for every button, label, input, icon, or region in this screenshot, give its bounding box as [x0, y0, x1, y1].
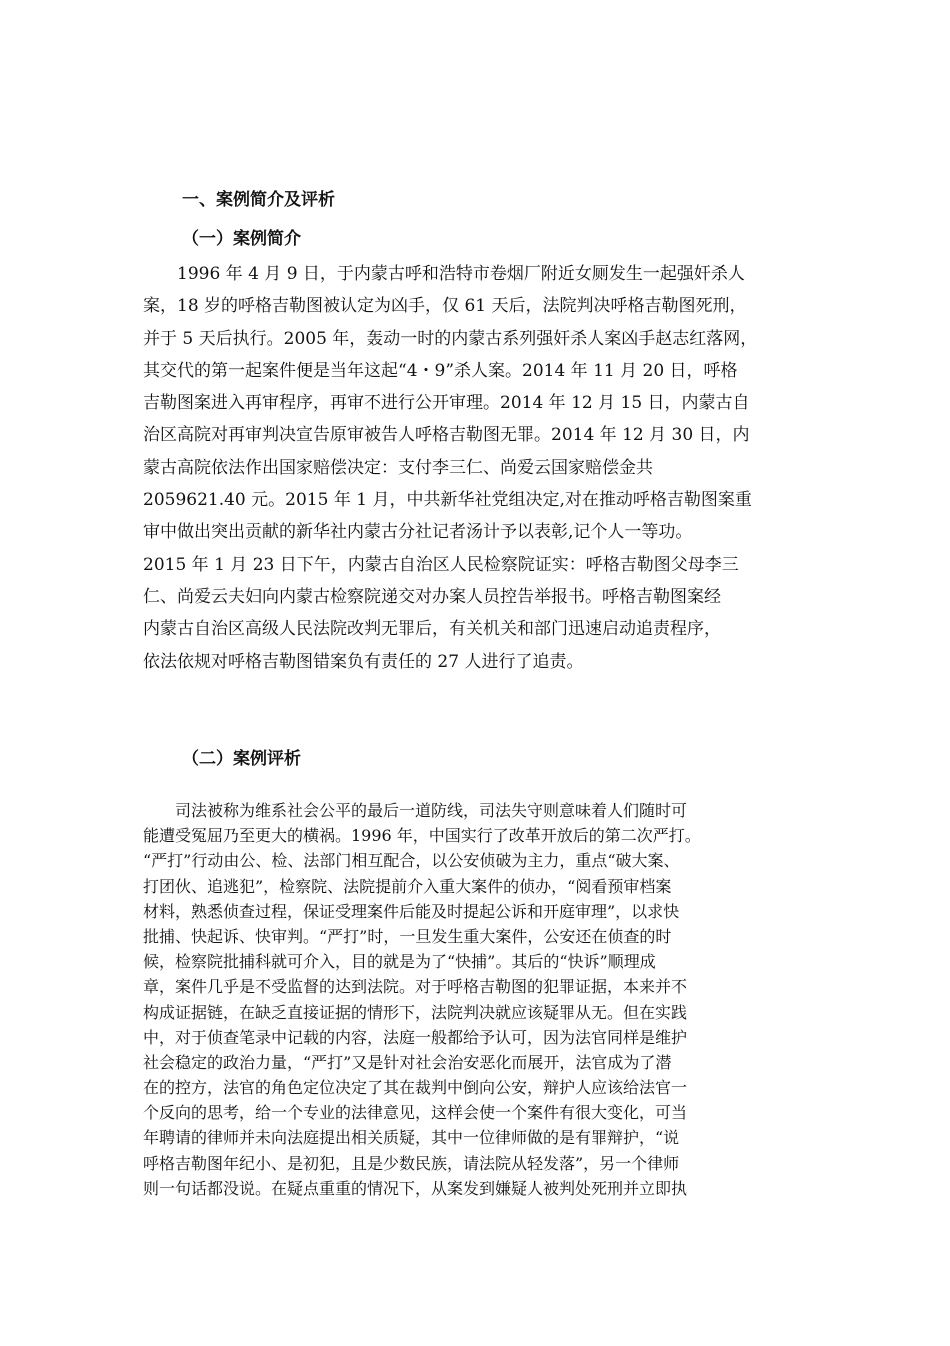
paragraph-line: 治区高院对再审判决宣告原审被告人呼格吉勒图无罪。2014 年 12 月 30 日，内	[143, 425, 750, 446]
paragraph-line: 仁、尚爱云夫妇向内蒙古检察院递交对办案人员控告举报书。呼格吉勒图案经	[143, 586, 721, 607]
paragraph-line: 2015 年 1 月 23 日下午，内蒙古自治区人民检察院证实：呼格吉勒图父母李三	[143, 554, 739, 575]
paragraph-line: 构成证据链，在缺乏直接证据的情形下，法院判决就应该疑罪从无。但在实践	[143, 1002, 688, 1022]
paragraph-line: 案，18 岁的呼格吉勒图被认定为凶手，仅 61 天后，法院判决呼格吉勒图死刑，	[143, 296, 747, 317]
section-1-body	[143, 258, 807, 678]
paragraph-line: 批捕、快起诉、快审判。“严打”时，一旦发生重大案件，公安还在侦查的时	[143, 926, 672, 946]
paragraph-line: 年聘请的律师并未向法庭提出相关质疑，其中一位律师做的是有罪辩护，“说	[143, 1128, 680, 1148]
paragraph-line: 审中做出突出贡献的新华社内蒙古分社记者汤计予以表彰,记个人一等功。	[143, 522, 693, 543]
paragraph-line: 则一句话都没说。在疑点重重的情况下，从案发到嫌疑人被判处死刑并立即执	[143, 1178, 688, 1198]
paragraph-line: 吉勒图案进入再审程序，再审不进行公开审理。2014 年 12 月 15 日，内蒙古自	[143, 393, 750, 414]
paragraph-line: 打团伙、追逃犯”，检察院、法院提前介入重大案件的侦办，“阅看预审档案	[143, 876, 672, 896]
paragraph-line: 中，对于侦查笔录中记载的内容，法庭一般都给予认可，因为法官同样是维护	[143, 1027, 688, 1047]
paragraph-line: 2059621.40 元。2015 年 1 月，中共新华社党组决定,对在推动呼格吉勒图案重	[143, 490, 752, 511]
paragraph-line: 其交代的第一起案件便是当年这起“4・9”杀人案。2014 年 11 月 20 日，呼格	[143, 360, 738, 381]
paragraph-line: 社会稳定的政治力量，“严打”又是针对社会治安恶化而展开，法官成为了潜	[143, 1052, 672, 1072]
paragraph-line: 1996 年 4 月 9 日，于内蒙古呼和浩特市卷烟厂附近女厕发生一起强奸杀人	[143, 264, 745, 284]
paragraph-line: 材料，熟悉侦查过程，保证受理案件后能及时提起公诉和开庭审理”，以求快	[143, 901, 680, 921]
paragraph-line: 并于 5 天后执行。2005 年，轰动一时的内蒙古系列强奸杀人案凶手赵志红落网，	[143, 328, 758, 349]
paragraph-line: 蒙古高院依法作出国家赔偿决定：支付李三仁、尚爱云国家赔偿金共	[143, 457, 653, 478]
paragraph-line: 司法被称为维系社会公平的最后一道防线，司法失守则意味着人们随时可	[143, 801, 688, 820]
paragraph-line: 能遭受冤屈乃至更大的横祸。1996 年，中国实行了改革开放后的第二次严打。	[143, 826, 701, 846]
paragraph-line: “严打”行动由公、检、法部门相互配合，以公安侦破为主力，重点“破大案、	[143, 851, 680, 871]
section-1-heading: （一）案例简介	[182, 229, 301, 249]
section-2-heading: （二）案例评析	[182, 749, 301, 769]
paragraph-line: 章，案件几乎是不受监督的达到法院。对于呼格吉勒图的犯罪证据，本来并不	[143, 977, 688, 997]
paragraph-line: 依法依规对呼格吉勒图错案负有责任的 27 人进行了追责。	[143, 651, 584, 672]
paragraph-line: 候，检察院批捕科就可介入，目的就是为了“快捕”。其后的“快诉”顺理成	[143, 952, 656, 972]
section-2-body	[143, 798, 807, 1201]
paragraph-line: 个反向的思考，给一个专业的法律意见，这样会使一个案件有很大变化，可当	[143, 1103, 688, 1123]
paragraph-line: 内蒙古自治区高级人民法院改判无罪后，有关机关和部门迅速启动追责程序，	[143, 619, 721, 640]
paragraph-line: 在的控方，法官的角色定位决定了其在裁判中倒向公安，辩护人应该给法官一	[143, 1078, 688, 1098]
main-heading: 一、案例简介及评析	[182, 190, 335, 210]
paragraph-line: 呼格吉勒图年纪小、是初犯，且是少数民族，请法院从轻发落”，另一个律师	[143, 1153, 680, 1173]
